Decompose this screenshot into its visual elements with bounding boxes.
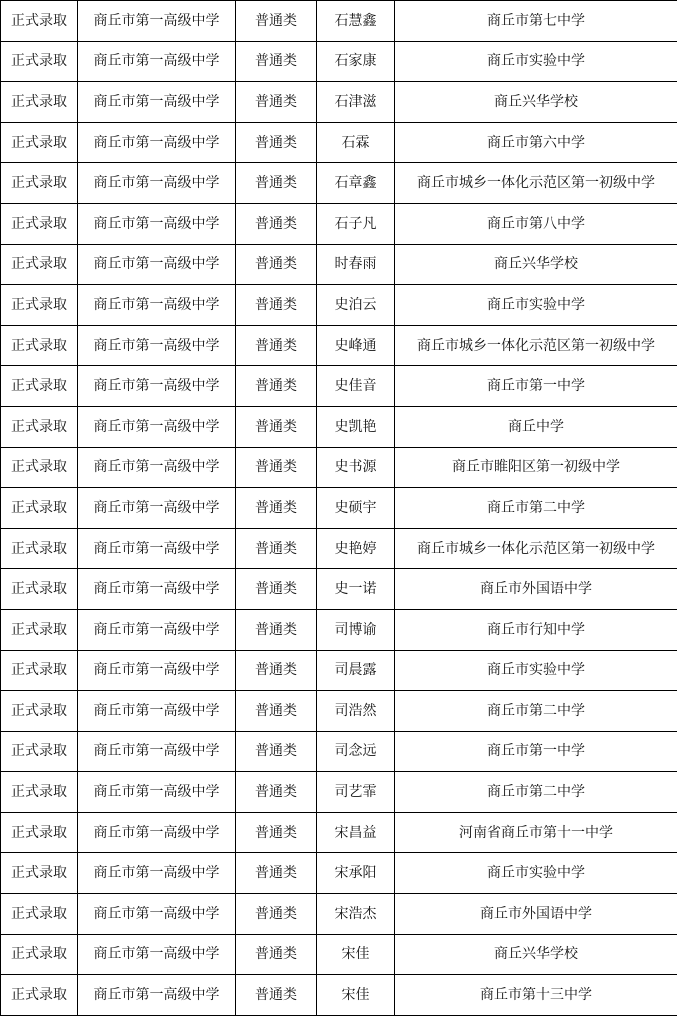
admitting-school-cell: 商丘市第一高级中学 bbox=[78, 609, 236, 650]
student-name-cell: 宋佳 bbox=[317, 934, 395, 975]
admitting-school-cell: 商丘市第一高级中学 bbox=[78, 569, 236, 610]
admitting-school-cell: 商丘市第一高级中学 bbox=[78, 650, 236, 691]
status-cell: 正式录取 bbox=[1, 41, 78, 82]
admitting-school-cell: 商丘市第一高级中学 bbox=[78, 934, 236, 975]
student-name-cell: 石慧鑫 bbox=[317, 1, 395, 42]
table-row bbox=[1, 934, 677, 975]
graduation-school-cell: 商丘市外国语中学 bbox=[395, 894, 677, 935]
table-row bbox=[1, 244, 677, 285]
admitting-school-cell: 商丘市第一高级中学 bbox=[78, 691, 236, 732]
table-row bbox=[1, 1, 677, 42]
graduation-school-cell: 商丘市实验中学 bbox=[395, 285, 677, 326]
table-row bbox=[1, 691, 677, 732]
category-cell: 普通类 bbox=[236, 447, 317, 488]
student-name-cell: 史凯艳 bbox=[317, 406, 395, 447]
status-cell: 正式录取 bbox=[1, 1, 78, 42]
admitting-school-cell: 商丘市第一高级中学 bbox=[78, 82, 236, 123]
student-name-cell: 宋承阳 bbox=[317, 853, 395, 894]
table-row bbox=[1, 894, 677, 935]
student-name-cell: 司浩然 bbox=[317, 691, 395, 732]
graduation-school-cell: 商丘市第一中学 bbox=[395, 731, 677, 772]
admitting-school-cell: 商丘市第一高级中学 bbox=[78, 285, 236, 326]
status-cell: 正式录取 bbox=[1, 731, 78, 772]
category-cell: 普通类 bbox=[236, 488, 317, 529]
graduation-school-cell: 商丘市实验中学 bbox=[395, 853, 677, 894]
status-cell: 正式录取 bbox=[1, 894, 78, 935]
graduation-school-cell: 商丘市睢阳区第一初级中学 bbox=[395, 447, 677, 488]
graduation-school-cell: 商丘市第六中学 bbox=[395, 122, 677, 163]
table-row bbox=[1, 569, 677, 610]
student-name-cell: 司晨露 bbox=[317, 650, 395, 691]
status-cell: 正式录取 bbox=[1, 853, 78, 894]
admitting-school-cell: 商丘市第一高级中学 bbox=[78, 853, 236, 894]
student-name-cell: 司艺霏 bbox=[317, 772, 395, 813]
status-cell: 正式录取 bbox=[1, 203, 78, 244]
student-name-cell: 石章鑫 bbox=[317, 163, 395, 204]
category-cell: 普通类 bbox=[236, 731, 317, 772]
category-cell: 普通类 bbox=[236, 691, 317, 732]
student-name-cell: 史一诺 bbox=[317, 569, 395, 610]
category-cell: 普通类 bbox=[236, 609, 317, 650]
category-cell: 普通类 bbox=[236, 406, 317, 447]
admitting-school-cell: 商丘市第一高级中学 bbox=[78, 731, 236, 772]
category-cell: 普通类 bbox=[236, 853, 317, 894]
status-cell: 正式录取 bbox=[1, 812, 78, 853]
admitting-school-cell: 商丘市第一高级中学 bbox=[78, 975, 236, 1016]
student-name-cell: 史艳婷 bbox=[317, 528, 395, 569]
category-cell: 普通类 bbox=[236, 41, 317, 82]
student-name-cell: 石霖 bbox=[317, 122, 395, 163]
admitting-school-cell: 商丘市第一高级中学 bbox=[78, 41, 236, 82]
graduation-school-cell: 商丘兴华学校 bbox=[395, 82, 677, 123]
table-row bbox=[1, 203, 677, 244]
admitting-school-cell: 商丘市第一高级中学 bbox=[78, 812, 236, 853]
status-cell: 正式录取 bbox=[1, 528, 78, 569]
table-row bbox=[1, 285, 677, 326]
graduation-school-cell: 商丘兴华学校 bbox=[395, 244, 677, 285]
admitting-school-cell: 商丘市第一高级中学 bbox=[78, 406, 236, 447]
category-cell: 普通类 bbox=[236, 528, 317, 569]
status-cell: 正式录取 bbox=[1, 975, 78, 1016]
admitting-school-cell: 商丘市第一高级中学 bbox=[78, 203, 236, 244]
table-row bbox=[1, 163, 677, 204]
table-row bbox=[1, 812, 677, 853]
category-cell: 普通类 bbox=[236, 203, 317, 244]
graduation-school-cell: 商丘市城乡一体化示范区第一初级中学 bbox=[395, 528, 677, 569]
student-name-cell: 宋昌益 bbox=[317, 812, 395, 853]
admitting-school-cell: 商丘市第一高级中学 bbox=[78, 772, 236, 813]
table-row bbox=[1, 528, 677, 569]
student-name-cell: 司念远 bbox=[317, 731, 395, 772]
category-cell: 普通类 bbox=[236, 894, 317, 935]
student-name-cell: 石子凡 bbox=[317, 203, 395, 244]
student-name-cell: 时春雨 bbox=[317, 244, 395, 285]
table-row bbox=[1, 366, 677, 407]
status-cell: 正式录取 bbox=[1, 82, 78, 123]
status-cell: 正式录取 bbox=[1, 406, 78, 447]
status-cell: 正式录取 bbox=[1, 285, 78, 326]
graduation-school-cell: 商丘兴华学校 bbox=[395, 934, 677, 975]
status-cell: 正式录取 bbox=[1, 691, 78, 732]
graduation-school-cell: 商丘市城乡一体化示范区第一初级中学 bbox=[395, 325, 677, 366]
graduation-school-cell: 商丘市第七中学 bbox=[395, 1, 677, 42]
table-row bbox=[1, 406, 677, 447]
status-cell: 正式录取 bbox=[1, 934, 78, 975]
category-cell: 普通类 bbox=[236, 772, 317, 813]
category-cell: 普通类 bbox=[236, 934, 317, 975]
category-cell: 普通类 bbox=[236, 285, 317, 326]
category-cell: 普通类 bbox=[236, 244, 317, 285]
status-cell: 正式录取 bbox=[1, 772, 78, 813]
student-name-cell: 史峰通 bbox=[317, 325, 395, 366]
admitting-school-cell: 商丘市第一高级中学 bbox=[78, 325, 236, 366]
table-row bbox=[1, 975, 677, 1016]
table-row bbox=[1, 853, 677, 894]
status-cell: 正式录取 bbox=[1, 244, 78, 285]
status-cell: 正式录取 bbox=[1, 447, 78, 488]
student-name-cell: 石津滋 bbox=[317, 82, 395, 123]
graduation-school-cell: 商丘市城乡一体化示范区第一初级中学 bbox=[395, 163, 677, 204]
table-row bbox=[1, 731, 677, 772]
table-row bbox=[1, 650, 677, 691]
graduation-school-cell: 商丘市实验中学 bbox=[395, 41, 677, 82]
graduation-school-cell: 商丘市第一中学 bbox=[395, 366, 677, 407]
table-row bbox=[1, 772, 677, 813]
admitting-school-cell: 商丘市第一高级中学 bbox=[78, 163, 236, 204]
status-cell: 正式录取 bbox=[1, 366, 78, 407]
admitting-school-cell: 商丘市第一高级中学 bbox=[78, 488, 236, 529]
student-name-cell: 宋佳 bbox=[317, 975, 395, 1016]
status-cell: 正式录取 bbox=[1, 609, 78, 650]
graduation-school-cell: 商丘市行知中学 bbox=[395, 609, 677, 650]
student-name-cell: 史泊云 bbox=[317, 285, 395, 326]
graduation-school-cell: 河南省商丘市第十一中学 bbox=[395, 812, 677, 853]
admitting-school-cell: 商丘市第一高级中学 bbox=[78, 528, 236, 569]
category-cell: 普通类 bbox=[236, 975, 317, 1016]
student-name-cell: 司博谕 bbox=[317, 609, 395, 650]
graduation-school-cell: 商丘市第八中学 bbox=[395, 203, 677, 244]
table-row bbox=[1, 488, 677, 529]
graduation-school-cell: 商丘市第二中学 bbox=[395, 691, 677, 732]
graduation-school-cell: 商丘中学 bbox=[395, 406, 677, 447]
status-cell: 正式录取 bbox=[1, 650, 78, 691]
admitting-school-cell: 商丘市第一高级中学 bbox=[78, 244, 236, 285]
category-cell: 普通类 bbox=[236, 163, 317, 204]
category-cell: 普通类 bbox=[236, 122, 317, 163]
student-name-cell: 史硕宇 bbox=[317, 488, 395, 529]
category-cell: 普通类 bbox=[236, 650, 317, 691]
status-cell: 正式录取 bbox=[1, 488, 78, 529]
category-cell: 普通类 bbox=[236, 366, 317, 407]
category-cell: 普通类 bbox=[236, 82, 317, 123]
table-row bbox=[1, 82, 677, 123]
category-cell: 普通类 bbox=[236, 569, 317, 610]
graduation-school-cell: 商丘市实验中学 bbox=[395, 650, 677, 691]
admitting-school-cell: 商丘市第一高级中学 bbox=[78, 366, 236, 407]
admitting-school-cell: 商丘市第一高级中学 bbox=[78, 122, 236, 163]
status-cell: 正式录取 bbox=[1, 122, 78, 163]
category-cell: 普通类 bbox=[236, 1, 317, 42]
graduation-school-cell: 商丘市第十三中学 bbox=[395, 975, 677, 1016]
status-cell: 正式录取 bbox=[1, 569, 78, 610]
admission-table-body bbox=[1, 1, 677, 1016]
student-name-cell: 史书源 bbox=[317, 447, 395, 488]
category-cell: 普通类 bbox=[236, 325, 317, 366]
table-row bbox=[1, 447, 677, 488]
admitting-school-cell: 商丘市第一高级中学 bbox=[78, 447, 236, 488]
student-name-cell: 宋浩杰 bbox=[317, 894, 395, 935]
graduation-school-cell: 商丘市外国语中学 bbox=[395, 569, 677, 610]
graduation-school-cell: 商丘市第二中学 bbox=[395, 772, 677, 813]
table-row bbox=[1, 609, 677, 650]
admitting-school-cell: 商丘市第一高级中学 bbox=[78, 1, 236, 42]
table-row bbox=[1, 122, 677, 163]
status-cell: 正式录取 bbox=[1, 325, 78, 366]
admitting-school-cell: 商丘市第一高级中学 bbox=[78, 894, 236, 935]
table-row bbox=[1, 325, 677, 366]
student-name-cell: 史佳音 bbox=[317, 366, 395, 407]
category-cell: 普通类 bbox=[236, 812, 317, 853]
status-cell: 正式录取 bbox=[1, 163, 78, 204]
graduation-school-cell: 商丘市第二中学 bbox=[395, 488, 677, 529]
table-row bbox=[1, 41, 677, 82]
student-name-cell: 石家康 bbox=[317, 41, 395, 82]
